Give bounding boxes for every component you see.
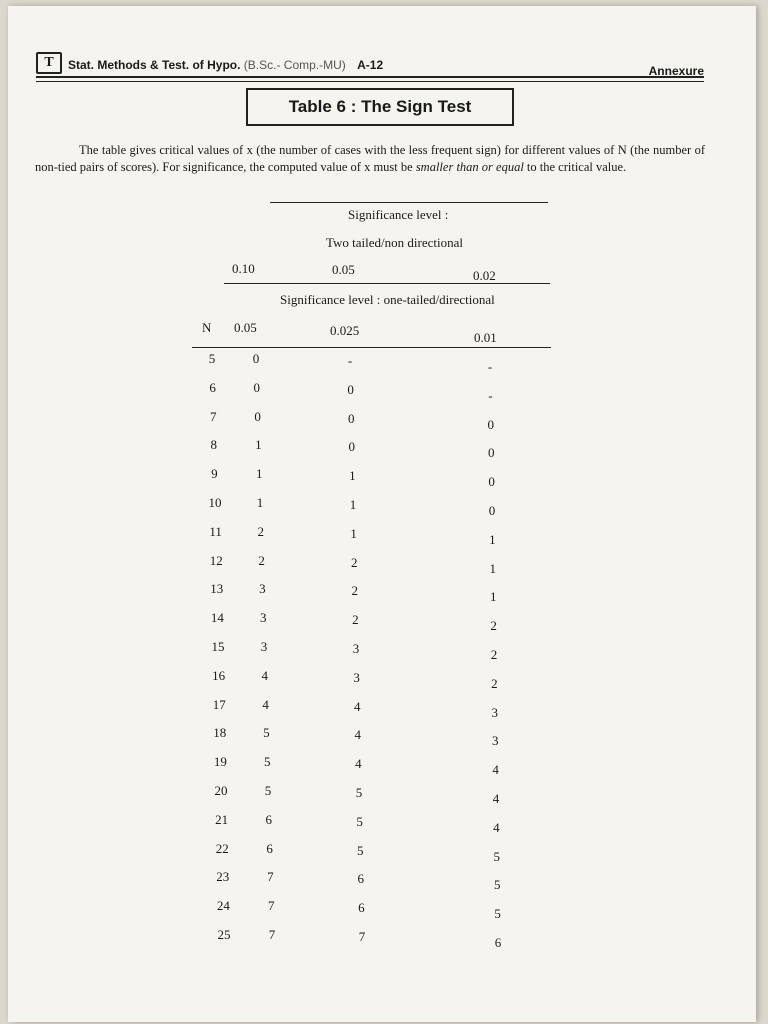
header-title	[68, 58, 383, 72]
one-tailed-heading: Significance level : one-tailed/directional	[280, 292, 495, 307]
cell-p005: 5	[264, 783, 272, 798]
cell-p001: 2	[490, 618, 497, 634]
cell-n: 16	[212, 667, 226, 683]
cell-n: 12	[209, 552, 223, 568]
cell-p0025: 4	[354, 727, 362, 743]
intro-text-end: to the critical value.	[523, 160, 627, 174]
cell-p001: 5	[493, 877, 501, 893]
cell-p0025: 4	[353, 698, 361, 714]
publisher-logo-icon: T	[36, 52, 62, 74]
cell-p001: 0	[487, 416, 495, 432]
page-number: A-12	[357, 58, 384, 72]
header-bottom-rule	[192, 347, 551, 348]
cell-p001: 0	[487, 445, 495, 461]
cell-p001: 2	[491, 675, 498, 691]
intro-emphasis: smaller than or equal	[415, 160, 524, 174]
cell-p0025: 2	[351, 583, 359, 599]
cell-n: 15	[211, 639, 225, 654]
cell-n: 8	[210, 437, 218, 453]
cell-p005: 0	[254, 408, 261, 424]
cell-p005: 4	[262, 696, 269, 712]
cell-n: 6	[209, 379, 216, 395]
cell-p005: 6	[265, 811, 273, 827]
cell-n: 10	[208, 495, 222, 510]
course-name: (B.Sc.- Comp.-MU)	[243, 58, 346, 72]
cell-p001: 4	[493, 819, 500, 835]
cell-p0025: 6	[357, 871, 365, 887]
cell-n: 11	[209, 523, 222, 539]
cell-p001: 5	[494, 906, 501, 922]
book-title: Stat. Methods & Test. of Hypo.	[68, 58, 241, 72]
cell-p0025: 1	[350, 525, 357, 541]
cell-n: 23	[216, 869, 230, 885]
cell-n: 25	[217, 927, 231, 942]
running-header	[36, 52, 704, 76]
book-page	[8, 6, 756, 1022]
two-tailed-level-1: 0.10	[232, 261, 255, 276]
cell-p005: 2	[258, 552, 265, 568]
cell-n: 17	[212, 696, 226, 712]
cell-p005: 4	[261, 667, 269, 683]
cell-p005: 3	[259, 610, 267, 626]
cell-p001: 5	[493, 848, 501, 864]
cell-p0025: 0	[348, 439, 356, 455]
cell-p005: 0	[253, 379, 261, 395]
header-rule	[36, 76, 704, 78]
cell-p005: 1	[255, 437, 262, 453]
two-tailed-level-3: 0.02	[473, 268, 496, 283]
cell-p005: 7	[267, 898, 275, 914]
cell-n: 5	[208, 351, 216, 366]
cell-p001: 0	[488, 474, 495, 490]
cell-p005: 7	[267, 869, 274, 885]
table-title: Table 6 : The Sign Test	[246, 88, 514, 126]
cell-p0025: 0	[347, 381, 354, 397]
two-tailed-heading: Significance level :	[348, 207, 449, 222]
cell-n: 9	[211, 466, 218, 482]
cell-p0025: 1	[349, 468, 356, 484]
cell-p0025: 5	[356, 813, 363, 829]
one-tailed-level-3: 0.01	[474, 330, 497, 345]
cell-n: 19	[213, 754, 227, 770]
two-tailed-subheading: Two tailed/non directional	[326, 235, 463, 250]
cell-n: 20	[214, 783, 228, 798]
cell-p0025: 3	[352, 641, 360, 656]
cell-p0025: 5	[356, 842, 364, 858]
cell-p0025: -	[347, 353, 353, 368]
mid-rule	[224, 283, 550, 284]
cell-p001: -	[488, 387, 493, 403]
cell-p005: 6	[266, 840, 273, 856]
cell-n: 14	[210, 610, 224, 626]
cell-p005: 3	[260, 639, 268, 654]
cell-p001: 1	[489, 531, 496, 547]
cell-p001: 4	[492, 791, 500, 806]
cell-p005: 7	[268, 927, 276, 942]
cell-n: 18	[213, 725, 227, 741]
one-tailed-level-2: 0.025	[330, 323, 360, 338]
cell-p0025: 2	[352, 612, 359, 628]
two-tailed-level-2: 0.05	[332, 262, 355, 277]
one-tailed-level-1: 0.05	[234, 320, 257, 335]
n-column-header: N	[202, 320, 212, 335]
cell-p005: 2	[257, 523, 265, 539]
cell-p001: 4	[492, 762, 499, 778]
cell-p0025: 5	[355, 785, 363, 800]
cell-p0025: 4	[355, 756, 362, 772]
cell-n: 22	[215, 840, 229, 856]
cell-p001: 6	[494, 935, 502, 950]
cell-p005: 1	[255, 466, 263, 482]
cell-p0025: 6	[358, 900, 365, 916]
cell-p005: 3	[259, 581, 266, 597]
cell-p001: 0	[488, 503, 496, 518]
cell-p005: 5	[263, 725, 270, 741]
intro-paragraph	[35, 142, 705, 176]
cell-p001: 1	[489, 560, 497, 576]
cell-p0025: 2	[350, 554, 358, 570]
cell-p0025: 0	[347, 410, 355, 426]
cell-p0025: 3	[353, 669, 360, 685]
header-rule-thin	[36, 81, 704, 82]
cell-p001: -	[487, 359, 493, 374]
cell-p005: 5	[263, 754, 271, 770]
cell-p005: 0	[252, 351, 260, 366]
cell-p001: 1	[489, 589, 497, 605]
cell-n: 24	[216, 898, 230, 914]
cell-n: 21	[215, 811, 229, 827]
table-top-rule	[270, 202, 548, 203]
cell-p001: 3	[491, 704, 499, 720]
cell-n: 7	[209, 408, 217, 424]
intro-text: The table gives critical values of x (the number of cases with the less frequent sign) for different values of N (the number of non-tied pairs of scores). For significance, the computed value of x must be	[35, 143, 705, 174]
cell-p001: 3	[491, 733, 499, 749]
cell-p0025: 1	[349, 497, 357, 512]
cell-p0025: 7	[358, 929, 366, 944]
cell-p005: 1	[256, 495, 264, 510]
cell-n: 13	[210, 581, 224, 597]
section-name: Annexure	[648, 64, 704, 78]
cell-p001: 2	[490, 647, 498, 662]
